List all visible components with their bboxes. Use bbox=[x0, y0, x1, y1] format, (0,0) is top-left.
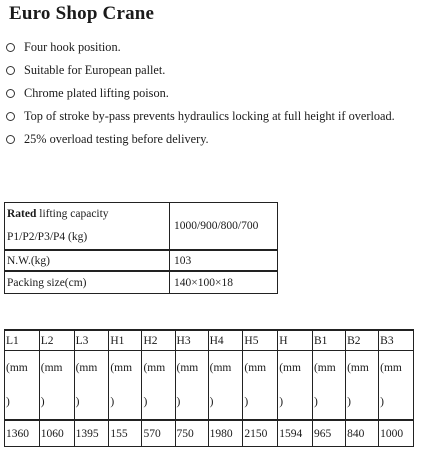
spec-label-bold: Rated bbox=[7, 208, 37, 220]
unit-cell bbox=[346, 351, 379, 421]
unit-text: (mm bbox=[209, 362, 232, 374]
unit-text: (mm bbox=[380, 362, 402, 374]
list-item bbox=[6, 36, 395, 59]
spec-table bbox=[4, 202, 278, 294]
spec-label-line2: P1/P2/P3/P4 (kg) bbox=[7, 231, 88, 243]
feature-text: Top of stroke by-pass prevents hydraulics locking at full height if overload. bbox=[24, 109, 395, 123]
feature-text: 25% overload testing before delivery. bbox=[24, 132, 209, 146]
table-row bbox=[5, 271, 278, 294]
unit-cell bbox=[175, 351, 208, 421]
value-cell: 840 bbox=[346, 420, 379, 447]
unit-text: (mm bbox=[347, 362, 369, 374]
column-header: L3 bbox=[74, 330, 109, 351]
table-row bbox=[5, 203, 278, 251]
column-header: H3 bbox=[175, 330, 208, 351]
list-item bbox=[6, 105, 395, 128]
unit-text: ) bbox=[347, 396, 351, 408]
spec-label: N.W.(kg) bbox=[5, 250, 170, 271]
unit-text: (mm bbox=[40, 362, 63, 374]
spec-label: Packing size(cm) bbox=[5, 271, 170, 294]
feature-text: Chrome plated lifting poison. bbox=[24, 86, 169, 100]
table-row bbox=[5, 420, 414, 447]
column-header: B2 bbox=[346, 330, 379, 351]
unit-text: ) bbox=[6, 396, 10, 408]
value-cell: 1000 bbox=[379, 420, 414, 447]
column-header: L2 bbox=[39, 330, 74, 351]
unit-text: ) bbox=[176, 396, 181, 408]
table-unit-row bbox=[5, 351, 414, 421]
value-cell: 1980 bbox=[208, 420, 243, 447]
unit-cell bbox=[208, 351, 243, 421]
unit-text: ) bbox=[380, 396, 384, 408]
unit-text: ) bbox=[75, 396, 80, 408]
value-cell: 1395 bbox=[74, 420, 109, 447]
unit-text: (mm bbox=[6, 362, 28, 374]
feature-text: Suitable for European pallet. bbox=[24, 63, 166, 77]
unit-text: ) bbox=[110, 396, 115, 408]
table-row bbox=[5, 250, 278, 271]
dimensions-table bbox=[4, 329, 414, 447]
unit-text: ) bbox=[209, 396, 214, 408]
unit-text: ) bbox=[244, 396, 249, 408]
unit-text: (mm bbox=[75, 362, 98, 374]
value-cell: 1594 bbox=[278, 420, 313, 447]
unit-cell bbox=[243, 351, 278, 421]
unit-text: (mm bbox=[244, 362, 267, 374]
unit-cell bbox=[379, 351, 414, 421]
circle-bullet-icon bbox=[6, 89, 15, 98]
spec-value: 103 bbox=[170, 250, 278, 271]
circle-bullet-icon bbox=[6, 66, 15, 75]
unit-cell bbox=[5, 351, 40, 421]
spec-value: 1000/900/800/700 bbox=[170, 203, 278, 251]
column-header: H2 bbox=[142, 330, 175, 351]
value-cell: 1360 bbox=[5, 420, 40, 447]
unit-text: ) bbox=[279, 396, 284, 408]
column-header: H5 bbox=[243, 330, 278, 351]
column-header: H4 bbox=[208, 330, 243, 351]
unit-text: (mm bbox=[143, 362, 166, 374]
list-item bbox=[6, 128, 395, 151]
page-title: Euro Shop Crane bbox=[9, 3, 155, 24]
column-header: B1 bbox=[312, 330, 345, 351]
unit-text: ) bbox=[143, 396, 148, 408]
unit-cell bbox=[39, 351, 74, 421]
column-header: H1 bbox=[109, 330, 142, 351]
value-cell: 1060 bbox=[39, 420, 74, 447]
unit-text: (mm bbox=[110, 362, 133, 374]
value-cell: 750 bbox=[175, 420, 208, 447]
feature-text: Four hook position. bbox=[24, 40, 121, 54]
unit-cell bbox=[278, 351, 313, 421]
table-header-row bbox=[5, 330, 414, 351]
unit-cell bbox=[74, 351, 109, 421]
circle-bullet-icon bbox=[6, 135, 15, 144]
value-cell: 2150 bbox=[243, 420, 278, 447]
unit-cell bbox=[142, 351, 175, 421]
column-header: H bbox=[278, 330, 313, 351]
unit-text: ) bbox=[40, 396, 45, 408]
unit-text: ) bbox=[313, 396, 318, 408]
unit-cell bbox=[312, 351, 345, 421]
value-cell: 570 bbox=[142, 420, 175, 447]
spec-label-rest: lifting capacity bbox=[36, 208, 109, 220]
list-item bbox=[6, 82, 395, 105]
circle-bullet-icon bbox=[6, 112, 15, 121]
unit-text: (mm bbox=[176, 362, 199, 374]
unit-cell bbox=[109, 351, 142, 421]
unit-text: (mm bbox=[279, 362, 301, 374]
column-header: L1 bbox=[5, 330, 40, 351]
unit-text: (mm bbox=[313, 362, 336, 374]
list-item bbox=[6, 59, 395, 82]
value-cell: 155 bbox=[109, 420, 142, 447]
column-header: B3 bbox=[379, 330, 414, 351]
circle-bullet-icon bbox=[6, 43, 15, 52]
spec-label bbox=[5, 203, 170, 251]
value-cell: 965 bbox=[312, 420, 345, 447]
spec-value: 140×100×18 bbox=[170, 271, 278, 294]
feature-list bbox=[6, 36, 395, 151]
